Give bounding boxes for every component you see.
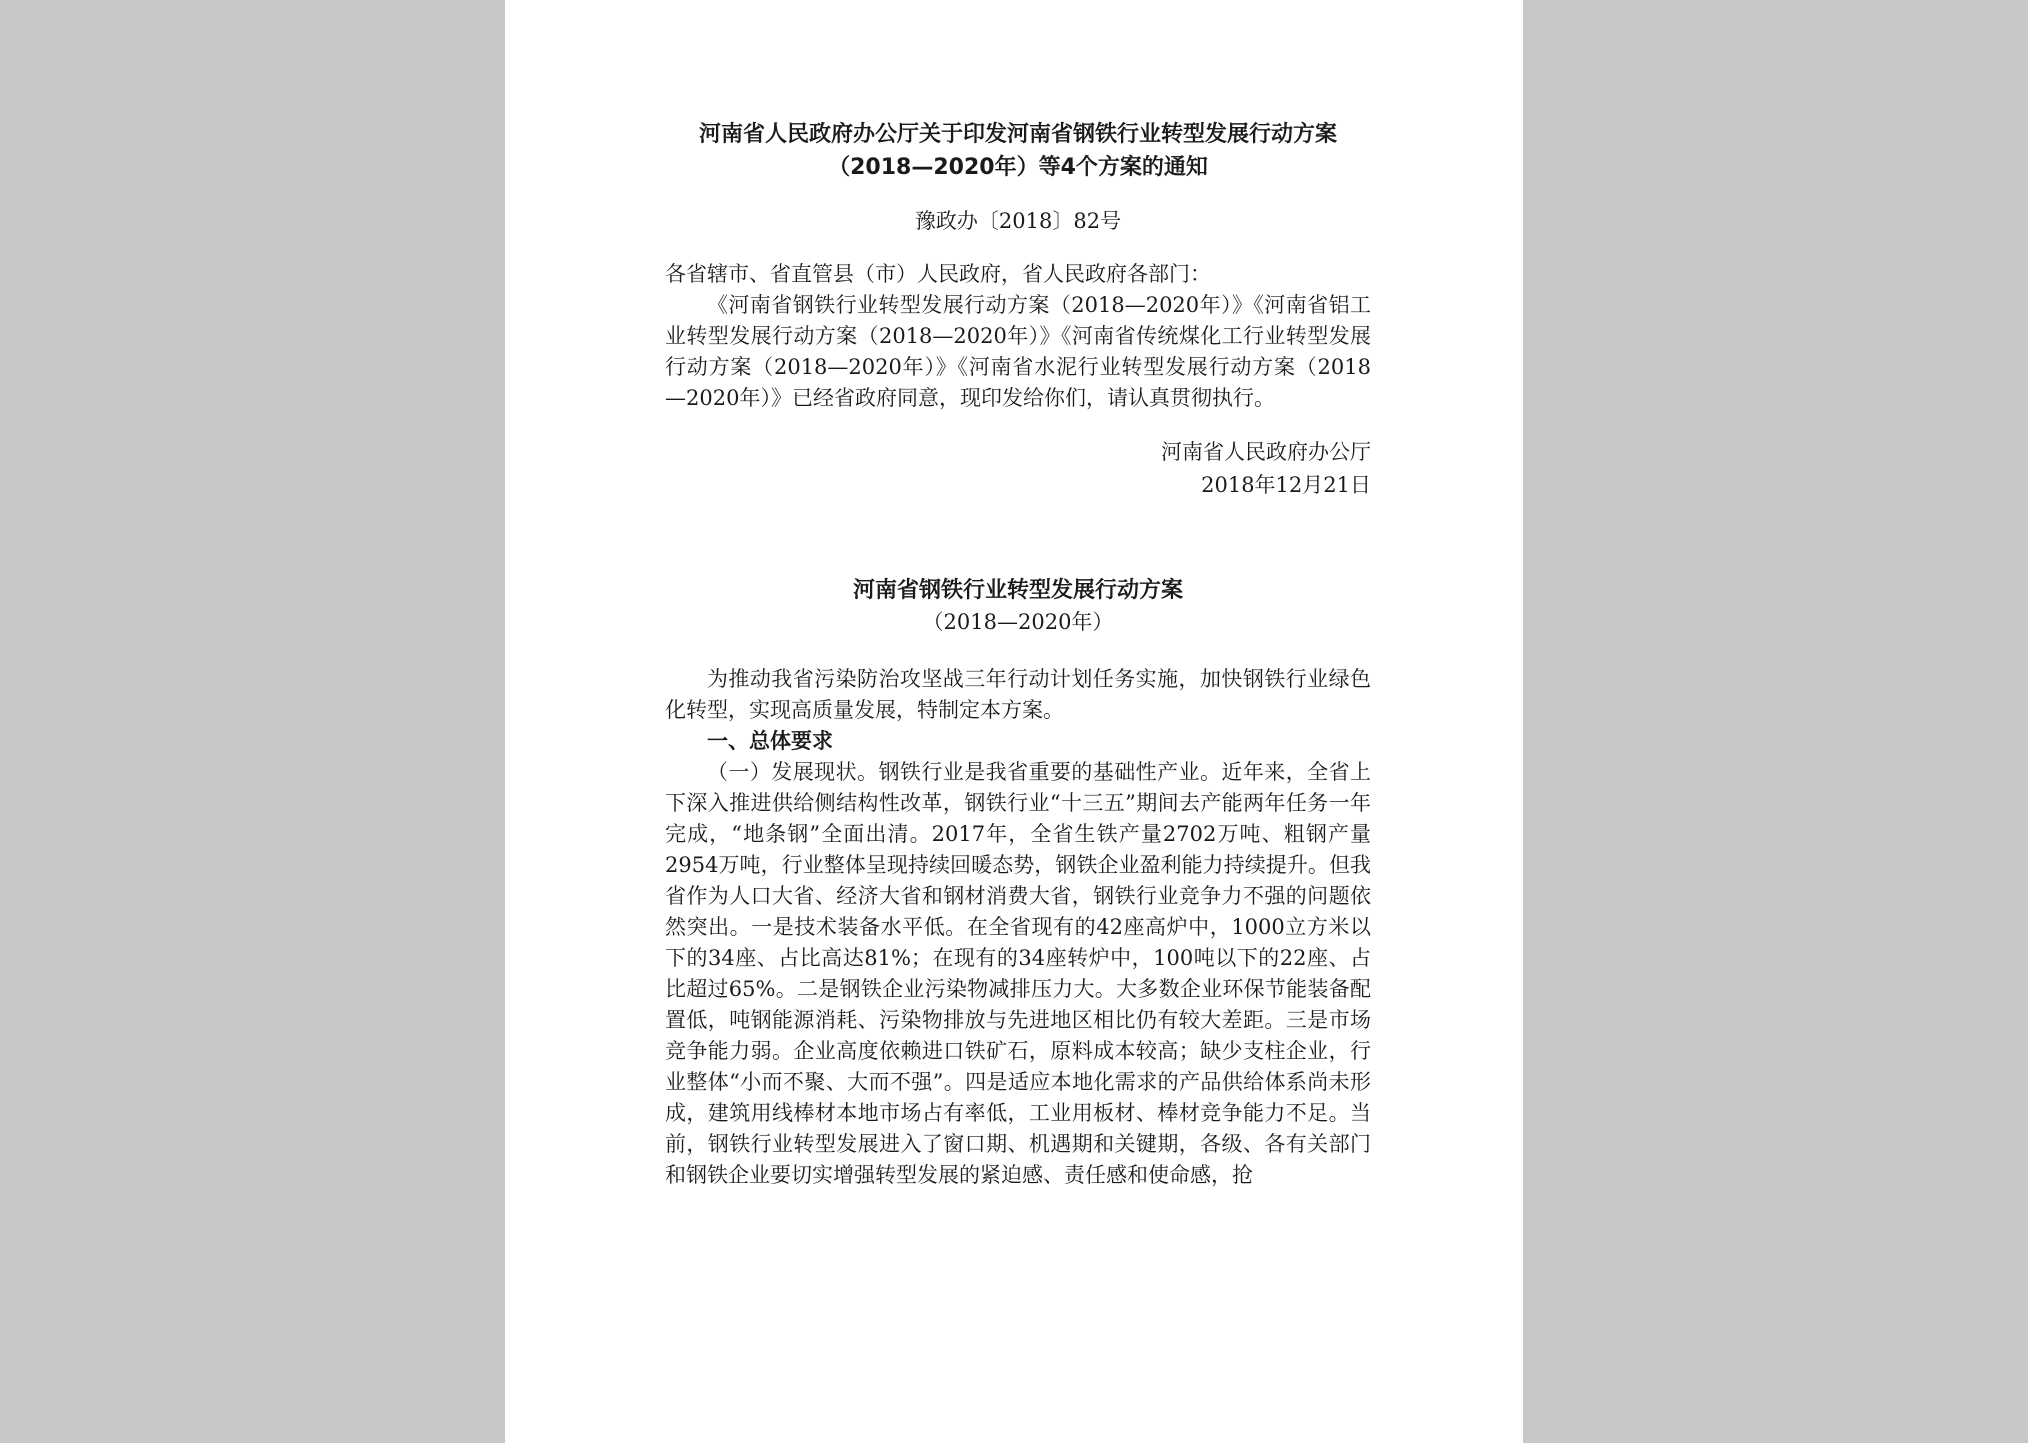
addressee: 各省辖市、省直管县（市）人民政府，省人民政府各部门： (665, 262, 1211, 286)
section1-paragraph: （一）发展现状。钢铁行业是我省重要的基础性产业。近年来，全省上下深入推进供给侧结构性改革，钢铁行业“十三五”期间去产能两年任务一年完成，“地条钢”全面出清。2017年，全省生铁产量2702万吨、粗钢产量2954万吨，行业整体呈现持续回暖态势，钢铁企业盈利能力持续提升。但我省作为人口大省、经济大省和钢材消费大省，钢铁行业竞争力不强的问题依然突出。一是技术装备水平低。在全省现有的42座高炉中，1000立方米以下的34座、占比高达81%；在现有的34座转炉中，100吨以下的22座、占比超过65%。二是钢铁企业污染物减排压力大。大多数企业环保节能装备配置低，吨钢能源消耗、污染物排放与先进地区相比仍有较大差距。三是市场竞争能力弱。企业高度依赖进口铁矿石，原料成本较高；缺少支柱企业，行业整体“小而不聚、大而不强”。四是适应本地化需求的产品供给体系尚未形成，建筑用线棒材本地市场占有率低，工业用板材、棒材竞争能力不足。当前，钢铁行业转型发展进入了窗口期、机遇期和关键期，各级、各有关部门和钢铁企业要切实增强转型发展的紧迫感、责任感和使命感，抢 (665, 760, 1371, 1187)
notice-body: 《河南省钢铁行业转型发展行动方案（2018—2020年）》《河南省铝工业转型发展行动方案（2018—2020年）》《河南省传统煤化工行业转型发展行动方案（2018—2020年）》《河南省水泥行业转型发展行动方案（2018—2020年）》已经省政府同意，现印发给你们，请认真贯彻执行。 (665, 293, 1371, 410)
signature-block (665, 436, 1371, 502)
plan-subtitle: （2018—2020年） (922, 610, 1114, 634)
issue-date: 2018年12月21日 (1201, 473, 1371, 497)
plan-body (665, 664, 1371, 1191)
plan-intro: 为推动我省污染防治攻坚战三年行动计划任务实施，加快钢铁行业绿色化转型，实现高质量发展，特制定本方案。 (665, 667, 1371, 722)
notice-title-line2: （2018—2020年）等4个方案的通知 (828, 155, 1208, 180)
document-content (665, 118, 1371, 1191)
section-heading-1: 一、总体要求 (707, 729, 833, 753)
document-page (505, 0, 1523, 1443)
plan-title: 河南省钢铁行业转型发展行动方案 (852, 578, 1183, 603)
issuer: 河南省人民政府办公厅 (1161, 440, 1371, 464)
notice-title-line1: 河南省人民政府办公厅关于印发河南省钢铁行业转型发展行动方案 (698, 122, 1337, 147)
document-number: 豫政办〔2018〕82号 (914, 209, 1122, 233)
